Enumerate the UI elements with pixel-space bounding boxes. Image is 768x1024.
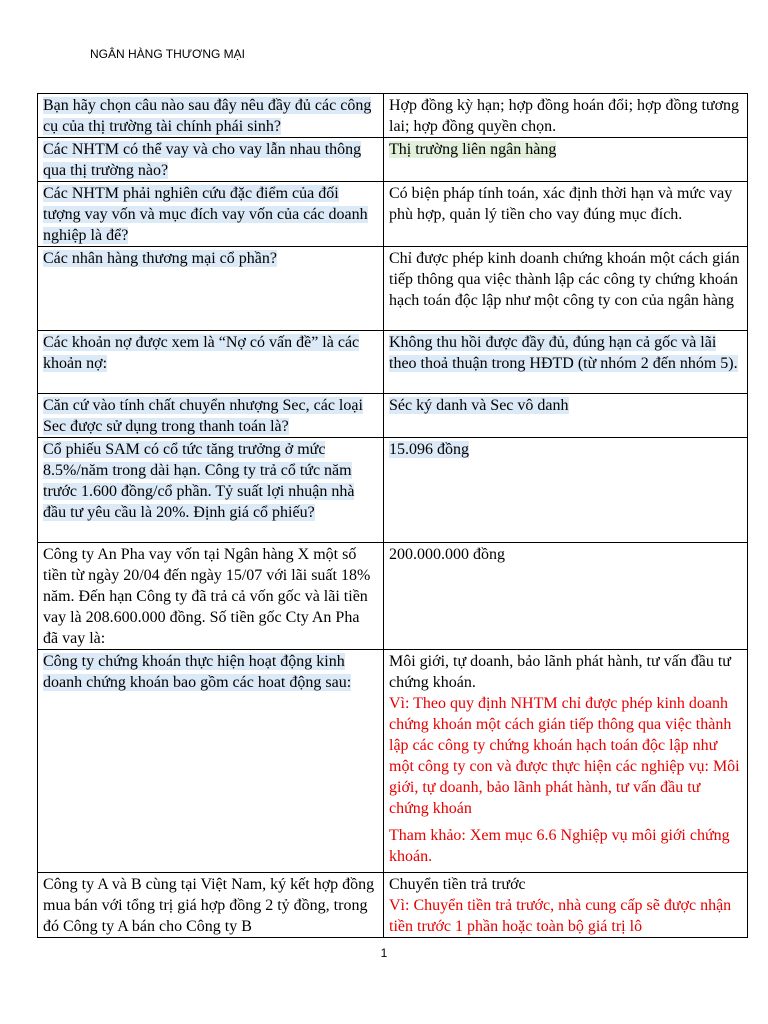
- answer-text: Chỉ được phép kinh doanh chứng khoán một cách gián tiếp thông qua việc thành lập các công ty chứng khoán hạch toán độc lập như một công ty con của ngân hàng: [389, 250, 740, 309]
- answer-text: Séc ký danh và Sec vô danh: [389, 397, 569, 414]
- answer-text: Chuyển tiền trả trước: [389, 876, 526, 893]
- answer-cell: [384, 331, 748, 394]
- answer-text: Môi giới, tự doanh, bảo lãnh phát hành, tư vấn đầu tư chứng khoán.: [389, 653, 731, 691]
- reference-text: Tham khảo: Xem mục 6.6 Nghiệp vụ môi giới chứng khoán.: [389, 827, 730, 865]
- question-cell: [38, 331, 384, 394]
- answer-cell: [384, 138, 748, 182]
- answer-cell: [384, 394, 748, 438]
- question-cell: [38, 873, 384, 938]
- question-cell: [38, 543, 384, 650]
- question-text: Căn cứ vào tính chất chuyển nhượng Sec, các loại Sec được sử dụng trong thanh toán là?: [43, 397, 363, 435]
- table-row: [38, 247, 748, 331]
- question-cell: [38, 138, 384, 182]
- question-text: Các nhân hàng thương mại cổ phần?: [43, 250, 277, 267]
- question-text: Các khoản nợ được xem là “Nợ có vấn đề” là các khoản nợ:: [43, 334, 360, 372]
- question-cell: [38, 650, 384, 873]
- table-row: [38, 331, 748, 394]
- table-row: [38, 873, 748, 938]
- question-clip: [43, 874, 378, 937]
- table-row: [38, 543, 748, 650]
- answer-cell: [384, 247, 748, 331]
- question-text: Cổ phiếu SAM có cổ tức tăng trưởng ở mức 8.5%/năm trong dài hạn. Công ty trả cổ tức năm trước 1.600 đồng/cổ phần. Tỷ suất lợi nhuận nhà đầu tư yêu cầu là 20%. Định giá cổ phiếu?: [43, 441, 355, 521]
- answer-cell: [384, 650, 748, 873]
- answer-cell: [384, 438, 748, 543]
- answer-clip: [389, 874, 742, 937]
- answer-text: Không thu hồi được đầy đủ, đúng hạn cả gốc và lãi theo thoả thuận trong HĐTD (từ nhóm 2 đến nhóm 5).: [389, 334, 738, 372]
- answer-cell: [384, 543, 748, 650]
- question-cell: [38, 438, 384, 543]
- answer-text: Có biện pháp tính toán, xác định thời hạn và mức vay phù hợp, quản lý tiền cho vay đúng mục đích.: [389, 185, 733, 223]
- question-cell: [38, 247, 384, 331]
- explanation-text: Vì: Chuyển tiền trả trước, nhà cung cấp sẽ được nhận tiền trước 1 phần hoặc toàn bộ giá trị lô: [389, 897, 732, 935]
- question-text: Các NHTM phải nghiên cứu đặc điểm của đối tượng vay vốn và mục đích vay vốn của các doanh nghiệp là để?: [43, 185, 368, 244]
- question-text: Công ty chứng khoán thực hiện hoạt động kinh doanh chứng khoán bao gồm các hoat động sau:: [43, 653, 352, 691]
- answer-cell: [384, 94, 748, 138]
- answer-text: 200.000.000 đồng: [389, 546, 505, 563]
- question-cell: [38, 394, 384, 438]
- question-cell: [38, 94, 384, 138]
- question-text: Công ty An Pha vay vốn tại Ngân hàng X một số tiền từ ngày 20/04 đến ngày 15/07 với lãi suất 18% năm. Đến hạn Công ty đã trả cả vốn gốc và lãi tiền vay là 208.600.000 đồng. Số tiền gốc Cty An Pha đã vay là:: [43, 546, 371, 647]
- answer-cell: [384, 182, 748, 247]
- question-text: Công ty A và B cùng tại Việt Nam, ký kết hợp đồng mua bán với tổng trị giá hợp đồng 2 tỷ đồng, trong đó Công ty A bán cho Công ty B: [43, 876, 375, 935]
- page-number: 1: [380, 946, 388, 960]
- question-text: Bạn hãy chọn câu nào sau đây nêu đầy đủ các công cụ của thị trường tài chính phái sinh?: [43, 97, 372, 135]
- qa-table: [37, 93, 748, 938]
- table-row: [38, 138, 748, 182]
- table-row: [38, 650, 748, 873]
- question-text: Các NHTM có thể vay và cho vay lẫn nhau thông qua thị trường nào?: [43, 141, 362, 179]
- answer-text: Thị trường liên ngân hàng: [389, 141, 557, 158]
- explanation-text: Vì: Theo quy định NHTM chỉ được phép kinh doanh chứng khoán một cách gián tiếp thông qua việc thành lập các công ty chứng khoán hạch toán độc lập như một công ty con và được thực hiện các nghiệp vụ: Môi giới, tự doanh, bảo lãnh phát hành, tư vấn đầu tư chứng khoán: [389, 695, 740, 817]
- page-header: NGÂN HÀNG THƯƠNG MẠI: [90, 47, 245, 61]
- answer-text: 15.096 đồng: [389, 441, 469, 458]
- answer-cell: [384, 873, 748, 938]
- answer-text: Hợp đồng kỳ hạn; hợp đồng hoán đổi; hợp đồng tương lai; hợp đồng quyền chọn.: [389, 97, 740, 135]
- table-row: [38, 394, 748, 438]
- table-row: [38, 94, 748, 138]
- question-cell: [38, 182, 384, 247]
- table-row: [38, 438, 748, 543]
- table-row: [38, 182, 748, 247]
